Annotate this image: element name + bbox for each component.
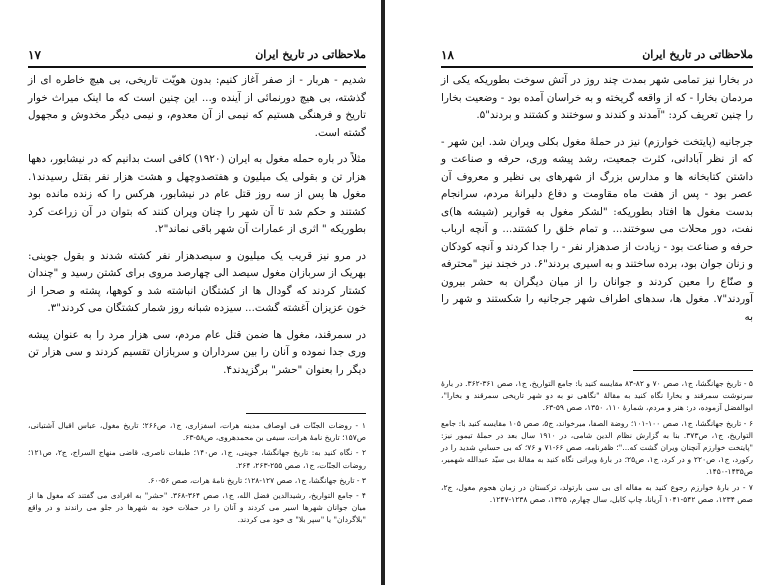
paragraph: مثلاً در باره حمله مغول به ایران (۱۹۲۰) کافی است بدانیم که در نیشابور، دهها هزار تن و بقولی یک میلیون و هفتصدوچهل و هشت هزار نفر بقتل رسیدند۱. مغول ها پس از سه روز قتل عام در نیشابور، هرکس را که زنده مانده بود کشتند و حکم شد تا آن شهر را چنان ویران کنند که بتوان در آن زراعت کرد بطوریکه " اثری از عمارات آن شهر باقی نماند"۲. xyxy=(28,153,366,235)
footnotes xyxy=(441,378,753,509)
footnote-separator xyxy=(633,370,753,371)
footnote: ۵ - تاریخ جهانگشا، ج۱، صص ۷۰ و ۸۲-۸۳ مقایسه کنید با: جامع التواریخ، ج۱، صص ۳۶۱-۳۶۲. در بارهٔ سرنوشت سمرقند و بخارا نگاه کنید به مقالهٔ "نگاهی نو به دو شهر تاریخی سمرقند و بخارا"، ابوالفضل آزموده، در: هنر و مردم، شمارهٔ ۱۱۰، ۱۳۵۰، صص ۵۹-۶۳. xyxy=(441,379,753,413)
paragraph: در بخارا نیز تمامی شهر بمدت چند روز در آتش سوخت بطوریکه یکی از مردمان بخارا - که از واقعه گریخته و به خراسان آمده بود - وضعیت بخارا را چنین تعریف کرد: "آمدند و کندند و سوختند و کشتند و بردند"۵. xyxy=(441,74,753,121)
page-body xyxy=(28,72,366,383)
page-number: ۱۸ xyxy=(441,48,454,62)
paragraph: در مرو نیز قریب یک میلیون و سیصدهزار نفر کشته شدند و بقول جوینی: بهریک از سربازان مغول سیصد الی چهارصد مروی برای کشتن رسید و "چندان کشتار کردند که گودال ها از کشتگان انباشته شد و کوهها، پشته و صحرا از خون عزیزان آغشته گشت... سیزده شبانه روز شمار کشتگان می کردند"۳. xyxy=(28,249,366,314)
footnote: ۱ - روضات الجنّات فی اوصاف مدینه هرات، اسفزاری، ج۱، ص۲۶۶؛ تاریخ مغول، عباس اقبال آشتیانی، ص۱۵۷؛ تاریخ نامهٔ هرات، سیفی بن محمدهروی، ص۵۸-۶۳. xyxy=(28,421,367,443)
footnotes xyxy=(28,420,366,530)
footnote: ۴ - جامع التواریخ، رشیدالدین فضل الله، ج۱، صص ۳۶۴-۳۶۸. "حشر" به افرادی می گفتند که مغول ها از میان جوانان شهرها اسیر می کردند و آنان را در حملات خود به شهرها در جلو می راندند و در واقع "بلاگردان" یا "سپر بلا" ی خود می کردند. xyxy=(28,491,366,525)
footnote: ۶ - تاریخ جهانگشا، ج۱، صص ۱۰۰-۱۰۱؛ روضة الصفا، میرخواند، ج۵، صص ۱۰۵ مقایسه کنید با: جامع التواریخ، ج۱، ص۳۷۳. بنا به گزارش نظام الدین شامی، در ۱۹۱۰ سال بعد در حملهٔ تیمور نیز: "پایتخت خوارزم آنچنان ویران گشت که..."؛ ظفرنامه، صص ۶۶-۷۱ و ۷۶؛ که بی حسابیِ شدید را در رکورد، ج۱، ص۲۲۰ و در کرد، ج۱، ص۲۵؛ در بارهٔ ویرانی نگاه کنید به مقالهٔ بی سیّد عبدالله شهمیر، ص۱۴۳۵-۱۴۵۰. xyxy=(441,418,754,477)
right-page xyxy=(385,0,768,585)
paragraph: شدیم - هربار - از صفر آغاز کنیم: بدون هویّت تاریخی، بی هیچ خاطره ای از گذشته، بی هیچ دورنمائی از آینده و... این چنین است که ما اینک میراث خوار تاریخ و فرهنگی هستیم که نیمی از آن معدوم، و نیمی دیگر مخدوش و مجهول گشته است. xyxy=(28,74,366,139)
footnote-separator xyxy=(246,413,366,414)
left-page xyxy=(0,0,381,585)
running-title: ملاحظاتی در تاریخ ایران xyxy=(642,48,753,61)
running-title: ملاحظاتی در تاریخ ایران xyxy=(255,48,366,61)
footnote: ۲ - نگاه کنید به: تاریخ جهانگشا، جوینی، ج۱، ص۱۴۰؛ طبقات ناصری، قاضی منهاج السراج، ج۲، ص۱۲۱؛ روضات الجنّات، ج۱، صص ۲۵۵-۲۶۳، ۲۶۴. xyxy=(28,448,367,470)
footnote: ۳ - تاریخ جهانگشا، ج۱، صص ۱۲۷-۱۲۸؛ تاریخ نامهٔ هرات، صص ۵۶-۶۰. xyxy=(147,475,366,485)
page-number: ۱۷ xyxy=(28,48,41,62)
paragraph: جرجانیه (پایتخت خوارزم) نیز در حملهٔ مغول بکلی ویران شد. این شهر - که از نظر آبادانی، کثرت جمعیت، رشد پیشه وری، حرفه و صناعت و داشتن کتابخانه ها و مدارس بزرگ از شهرهای بی نظیر و معروف آن عصر بود - پس از هفت ماه مقاومت و دفاع دلیرانهٔ مردم، سرانجام بدست مغول ها افتاد بطوریکه: "لشکر مغول به قواریر (شیشه ها)ی نفت، دور محلات می سوختند... و تمام خلق را کشتند... و آنچه ارباب حرفه و صناعت بود - زیادت از صدهزار نفر - را جدا کردند و آنچه کودکان و زنان جوان بود، برده ساختند و به اسیری بردند"۶. در خجند نیز "محترفه و صنّاع را معین کردند و جوانان را از میان دیگران به حشر بیرون آوردند"۷. مغول ها، سدهای اطراف شهر جرجانیه را شکستند و شهر را به xyxy=(441,135,753,323)
page-header xyxy=(28,46,366,68)
paragraph: در سمرقند، مغول ها ضمن قتل عام مردم، سی هزار مرد را به عنوان پیشه وری جدا نموده و آنان را بین سرداران و سربازان تقسیم کردند و سی هزار تن دیگر را بعنوان "حشر" برگزیدند۴. xyxy=(28,328,366,376)
footnote: ۷ - در بارهٔ خوارزم رجوع کنید به مقاله ای بی سی بارتولد، ترکستان در زمان هجوم مغول، ج۲، صص ۱۲۳۴، صص ۵۴۲-۱۰۴۱ آریانا، چاپ کابل، سال چهارم، ۱۳۲۵، صص ۱۲۳۸-۱۲۴۷. xyxy=(441,482,753,504)
page-header xyxy=(441,46,753,68)
page-body xyxy=(441,72,753,330)
